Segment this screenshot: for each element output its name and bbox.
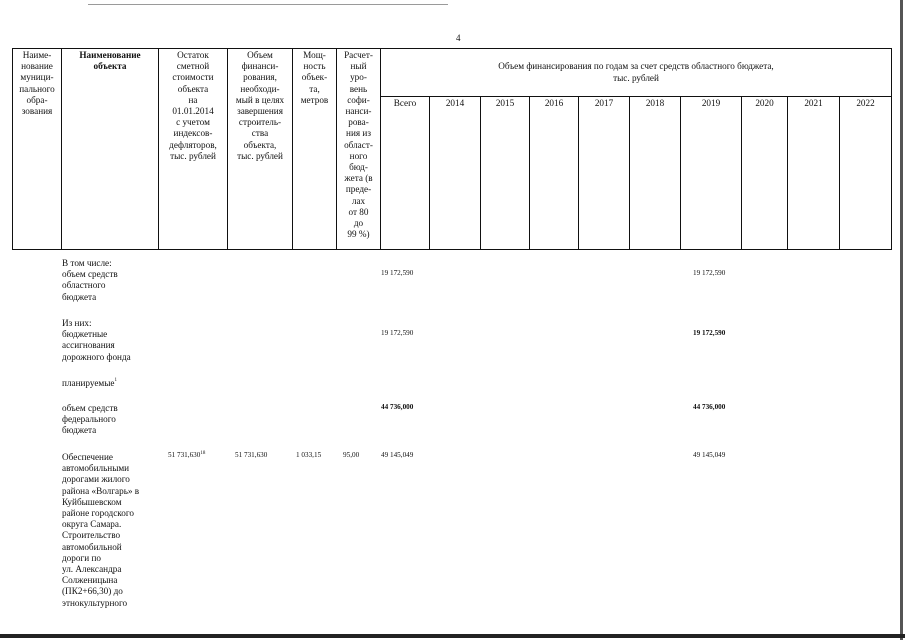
row-object-cofinancing: 95,00 (343, 451, 360, 459)
header-total: Всего (381, 97, 430, 250)
row-federal-budget-2019: 44 736,000 (693, 403, 726, 411)
row-road-fund-label: Из них: бюджетные ассигнования дорожного фонда (62, 318, 131, 362)
footnote-marker: 1 (114, 378, 118, 383)
row-regional-budget-2019: 19 172,590 (693, 269, 726, 277)
header-capacity: Мощ- ность объек- та, метров (293, 49, 337, 250)
header-table (12, 48, 892, 250)
header-year-2021: 2021 (788, 97, 840, 250)
header-year-2014: 2014 (430, 97, 481, 250)
header-remaining-cost: Остаток сметной стоимости объекта на 01.01.2014 с учетом индексов- дефляторов, тыс. рублей (159, 49, 228, 250)
page-number: 4 (456, 33, 461, 43)
row-road-fund-2019: 19 172,590 (693, 329, 726, 337)
header-year-2020: 2020 (742, 97, 788, 250)
row-object-remaining: 51 731,630$^{18}$ (168, 451, 206, 459)
scan-edge-right (900, 0, 903, 640)
row-object-funding: 51 731,630 (235, 451, 268, 459)
header-funding-volume: Объем финанси- рования, необходи- мый в целях завершения строитель- ства объекта, тыс. рублей (228, 49, 293, 250)
row-object-capacity: 1 033,15 (296, 451, 322, 459)
row-regional-budget-total: 19 172,590 (381, 269, 414, 277)
header-object: Наименование объекта (62, 49, 159, 250)
header-year-2022: 2022 (840, 97, 892, 250)
scan-edge-bottom (0, 634, 905, 638)
header-year-2019: 2019 (681, 97, 742, 250)
row-regional-budget-label: В том числе: объем средств областного бюджета (62, 258, 118, 302)
header-funding-by-year: Объем финансирования по годам за счет средств областного бюджета, тыс. рублей (381, 49, 892, 97)
header-municipality: Наиме- нование муници- пального обра- зования (13, 49, 62, 250)
header-cofinancing: Расчет- ный уро- вень софи- нанси- рова- ния из област- ного бюд- жета (в преде- лах от 80 до 99 %) (337, 49, 381, 250)
row-object-2019: 49 145,049 (693, 451, 726, 459)
header-year-2017: 2017 (579, 97, 630, 250)
row-object-label: Обеспечение автомобильными дорогами жилого района «Волгарь» в Куйбышевском районе городского округа Самара. Строительство автомобильной дороги по ул. Александра Солженицына (ПК2+66,30) до этнокультурного (62, 452, 140, 608)
row-road-fund-total: 19 172,590 (381, 329, 414, 337)
footnote-marker: 18 (200, 451, 206, 456)
header-year-2016: 2016 (530, 97, 579, 250)
header-year-2018: 2018 (630, 97, 681, 250)
row-object-total: 49 145,049 (381, 451, 414, 459)
row-federal-budget-total: 44 736,000 (381, 403, 414, 411)
row-federal-budget-label: объем средств федерального бюджета (62, 403, 118, 436)
scan-edge-line (88, 4, 448, 5)
header-year-2015: 2015 (481, 97, 530, 250)
row-planned-label: планируемые$^1$ (62, 378, 118, 388)
